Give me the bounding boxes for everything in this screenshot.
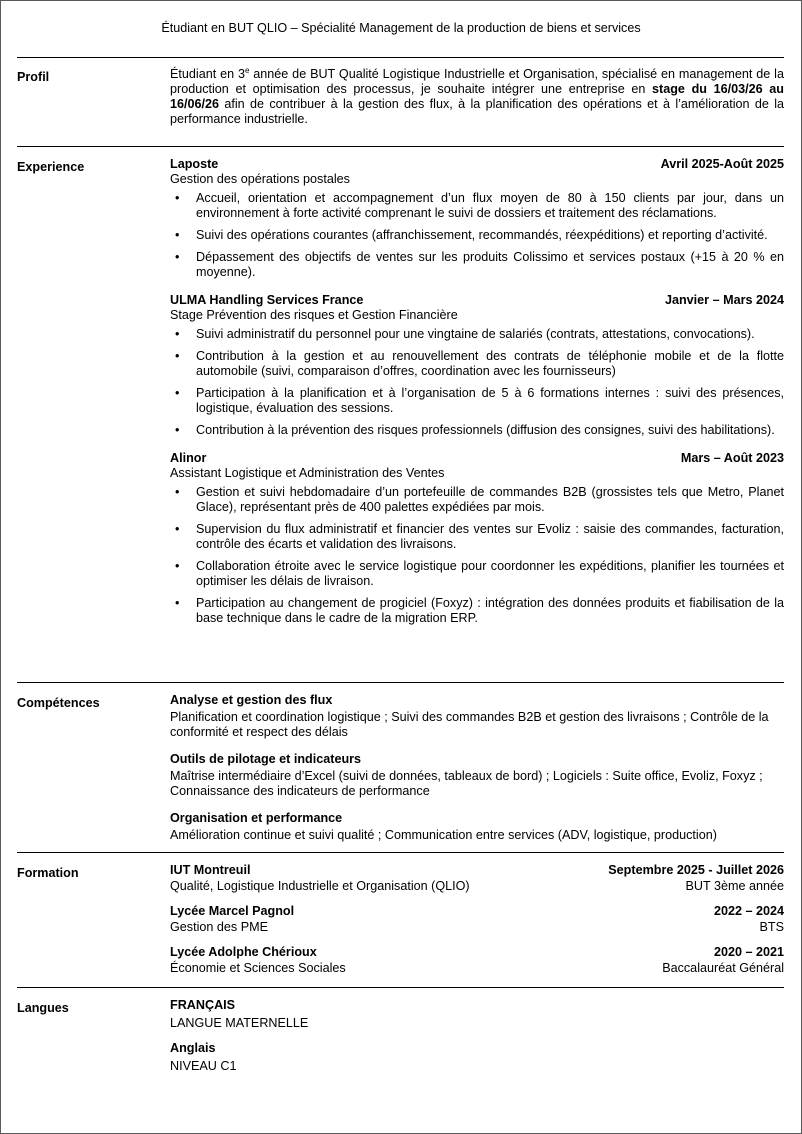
bullet-icon: •	[175, 522, 180, 536]
bullet-text: Participation à la planification et à l’organisation de 5 à 6 formations internes : suivi des présences, logistique, évaluation des sessions.	[196, 386, 784, 415]
bullet-text: Collaboration étroite avec le service logistique pour coordonner les expéditions, planifier les tournées et optimiser les délais de livraison.	[196, 559, 784, 588]
bullet-icon: •	[175, 386, 180, 400]
job-bullets	[170, 485, 784, 626]
profil-text-part: année de BUT Qualité Logistique Industrielle et Organisation, spécialisé en management de la production et optimisation des processus, je souhaite intégrer une entreprise en	[170, 67, 784, 96]
section-profil	[17, 57, 784, 126]
job-company: ULMA Handling Services France	[170, 293, 364, 307]
section-title-experience: Experience	[17, 160, 85, 174]
list-item	[170, 327, 784, 342]
formation-list	[170, 863, 784, 976]
list-item	[170, 228, 784, 243]
profil-sup: e	[244, 65, 250, 75]
job-role: Stage Prévention des risques et Gestion Financière	[170, 308, 458, 322]
formation-dates: 2022 – 2024	[713, 904, 784, 918]
section-experience	[17, 146, 784, 625]
bullet-icon: •	[175, 485, 180, 499]
skill-group-text: Amélioration continue et suivi qualité ; Communication entre services (ADV, logistique, production)	[170, 828, 717, 842]
bullet-icon: •	[175, 327, 180, 341]
job-dates: Mars – Août 2023	[680, 451, 784, 465]
bullet-text: Suivi des opérations courantes (affranchissement, recommandés, réexpéditions) et reporting d’activité.	[196, 228, 768, 242]
bullet-text: Contribution à la prévention des risques professionnels (diffusion des consignes, suivi des habilitations).	[196, 423, 775, 437]
language-entry	[170, 998, 784, 1031]
formation-entry	[170, 945, 784, 976]
bullet-icon: •	[175, 349, 180, 363]
formation-school: IUT Montreuil	[170, 863, 251, 877]
profil-text-part: afin de contribuer à la gestion des flux, à la planification des opérations et à l’amélioration de la performance industrielle.	[170, 97, 784, 126]
formation-dates: 2020 – 2021	[713, 945, 784, 959]
section-title-formation: Formation	[17, 866, 79, 880]
formation-program: Qualité, Logistique Industrielle et Organisation (QLIO)	[170, 879, 470, 893]
section-langues	[17, 987, 784, 1073]
profil-text-part: Étudiant en 3	[170, 67, 245, 81]
list-item	[170, 349, 784, 379]
bullet-text: Supervision du flux administratif et financier des ventes sur Evoliz : saisie des commandes, facturation, contrôle des écarts et validation des livraisons.	[196, 522, 784, 551]
formation-degree: BUT 3ème année	[685, 879, 784, 893]
bullet-text: Suivi administratif du personnel pour une vingtaine de salariés (contrats, attestations, convocations).	[196, 327, 755, 341]
formation-school: Lycée Marcel Pagnol	[170, 904, 295, 918]
formation-program: Économie et Sciences Sociales	[170, 961, 346, 975]
profil-stage-dates: stage du 16/03/26 au 16/06/26	[170, 82, 784, 111]
bullet-text: Contribution à la gestion et au renouvellement des contrats de téléphonie mobile et de la flotte automobile (suivi, comparaison d’offres, coordination avec les fournisseurs)	[196, 349, 784, 378]
language-name: Anglais	[170, 1041, 216, 1055]
list-item	[170, 596, 784, 626]
language-level: NIVEAU C1	[170, 1059, 237, 1073]
formation-entry	[170, 863, 784, 894]
bullet-icon: •	[175, 596, 180, 610]
skill-group	[170, 811, 784, 843]
job-dates: Janvier – Mars 2024	[664, 293, 784, 307]
job-bullets	[170, 191, 784, 280]
job-entry	[170, 157, 784, 280]
bullet-icon: •	[175, 250, 180, 264]
list-item	[170, 485, 784, 515]
bullet-text: Participation au changement de progiciel (Foxyz) : intégration des données produits et fiabilisation de la base technique dans le cadre de la migration ERP.	[196, 596, 784, 625]
profil-text	[170, 67, 784, 127]
list-item	[170, 386, 784, 416]
skill-group	[170, 693, 784, 740]
bullet-icon: •	[175, 423, 180, 437]
formation-degree: BTS	[759, 920, 784, 934]
skill-group-text: Maîtrise intermédiaire d’Excel (suivi de données, tableaux de bord) ; Logiciels : Suite office, Evoliz, Foxyz ; Connaissance des indicateurs de performance	[170, 769, 763, 798]
section-formation	[17, 852, 784, 975]
langues-list	[170, 998, 784, 1074]
section-title-competences: Compétences	[17, 696, 100, 710]
job-company: Laposte	[170, 157, 219, 171]
formation-school: Lycée Adolphe Chérioux	[170, 945, 317, 959]
job-bullets	[170, 327, 784, 438]
bullet-icon: •	[175, 191, 180, 205]
section-title-langues: Langues	[17, 1001, 69, 1015]
skill-group-name: Analyse et gestion des flux	[170, 693, 333, 707]
bullet-icon: •	[175, 228, 180, 242]
job-dates: Avril 2025-Août 2025	[660, 157, 784, 171]
section-title-profil: Profil	[17, 70, 50, 84]
bullet-text: Gestion et suivi hebdomadaire d’un portefeuille de commandes B2B (grossistes tels que Metro, Planet Glace), représentant près de 400 palettes expédiées par mois.	[196, 485, 784, 514]
list-item	[170, 191, 784, 221]
job-role: Gestion des opérations postales	[170, 172, 350, 186]
formation-entry	[170, 904, 784, 935]
skill-group-name: Organisation et performance	[170, 811, 343, 825]
bullet-icon: •	[175, 559, 180, 573]
bullet-text: Dépassement des objectifs de ventes sur les produits Colissimo et services postaux (+15 à 20 % en moyenne).	[196, 250, 784, 279]
language-name: FRANÇAIS	[170, 998, 236, 1012]
competences-list	[170, 693, 784, 843]
bullet-text: Accueil, orientation et accompagnement d’un flux moyen de 80 à 150 clients par jour, dans un environnement à forte activité comprenant le suivi de dossiers et traitement des réclamations.	[196, 191, 784, 220]
formation-degree: Baccalauréat Général	[662, 961, 784, 975]
experience-list	[170, 157, 784, 633]
job-entry	[170, 293, 784, 438]
list-item	[170, 250, 784, 280]
job-entry	[170, 451, 784, 626]
list-item	[170, 559, 784, 589]
job-role: Assistant Logistique et Administration des Ventes	[170, 466, 445, 480]
language-entry	[170, 1041, 784, 1074]
job-company: Alinor	[170, 451, 207, 465]
section-competences	[17, 682, 784, 842]
formation-dates: Septembre 2025 - Juillet 2026	[608, 863, 784, 877]
skill-group	[170, 752, 784, 799]
page-header: Étudiant en BUT QLIO – Spécialité Management de la production de biens et services	[161, 21, 641, 35]
skill-group-text: Planification et coordination logistique ; Suivi des commandes B2B et gestion des livraisons ; Contrôle de la conformité et respect des délais	[170, 710, 769, 739]
formation-program: Gestion des PME	[170, 920, 268, 934]
list-item	[170, 423, 784, 438]
list-item	[170, 522, 784, 552]
skill-group-name: Outils de pilotage et indicateurs	[170, 752, 362, 766]
language-level: LANGUE MATERNELLE	[170, 1016, 309, 1030]
